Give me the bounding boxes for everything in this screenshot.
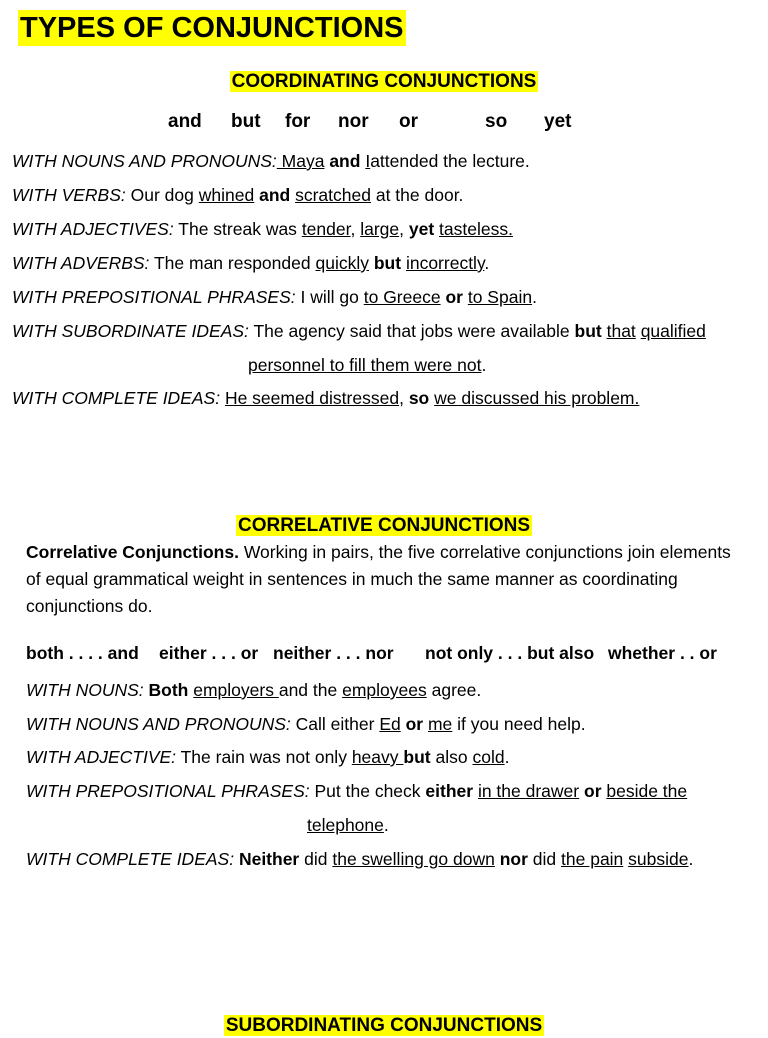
example-subordinate-ideas: WITH SUBORDINATE IDEAS: The agency said that jobs were available but that qualified (12, 321, 706, 341)
pair-item: whether . . or (608, 643, 717, 663)
subordinating-heading: SUBORDINATING CONJUNCTIONS (225, 1015, 543, 1036)
pair-item: either . . . or (159, 643, 259, 663)
example-verbs: WITH VERBS: Our dog whined and scratched at the door. (12, 185, 464, 205)
conj-word: and (168, 111, 202, 132)
conj-word: yet (544, 111, 572, 132)
coordinating-heading: COORDINATING CONJUNCTIONS (231, 71, 537, 92)
page-title: TYPES OF CONJUNCTIONS (20, 12, 404, 44)
example-nouns-pronouns: WITH NOUNS AND PRONOUNS: Maya and Iattended the lecture. (12, 151, 530, 171)
corr-example-prepositional-phrases: WITH PREPOSITIONAL PHRASES: Put the check either in the drawer or beside the (26, 781, 688, 801)
conj-word: but (231, 111, 261, 132)
example-adjectives: WITH ADJECTIVES: The streak was tender, large, yet tasteless. (12, 219, 513, 239)
example-prepositional-phrases: WITH PREPOSITIONAL PHRASES: I will go to Greece or to Spain. (12, 287, 537, 307)
pair-item: both . . . . and (26, 643, 139, 663)
conj-word: so (485, 111, 508, 132)
conj-word: for (285, 111, 311, 132)
example-subordinate-ideas-cont: personnel to fill them were not. (248, 355, 487, 375)
pair-item: neither . . . nor (273, 643, 394, 663)
example-adverbs: WITH ADVERBS: The man responded quickly but incorrectly. (12, 253, 490, 273)
example-complete-ideas: WITH COMPLETE IDEAS: He seemed distressed, so we discussed his problem. (12, 388, 640, 408)
corr-example-complete-ideas: WITH COMPLETE IDEAS: Neither did the swelling go down nor did the pain subside. (26, 849, 694, 869)
corr-example-nouns-pronouns: WITH NOUNS AND PRONOUNS: Call either Ed or me if you need help. (26, 714, 586, 734)
pair-item: not only . . . but also (425, 643, 595, 663)
conj-word: nor (338, 111, 369, 132)
corr-example-adjective: WITH ADJECTIVE: The rain was not only heavy but also cold. (26, 747, 510, 767)
corr-example-nouns: WITH NOUNS: Both employers and the employees agree. (26, 680, 482, 700)
correlative-heading: CORRELATIVE CONJUNCTIONS (237, 515, 531, 536)
conj-word: or (399, 111, 418, 132)
corr-example-prepositional-phrases-cont: telephone. (307, 815, 389, 835)
correlative-intro: Correlative Conjunctions. Working in pairs, the five correlative conjunctions join elements of equal grammatical weight in sentences in much the same manner as coordinating conjunctions do. (26, 542, 731, 616)
